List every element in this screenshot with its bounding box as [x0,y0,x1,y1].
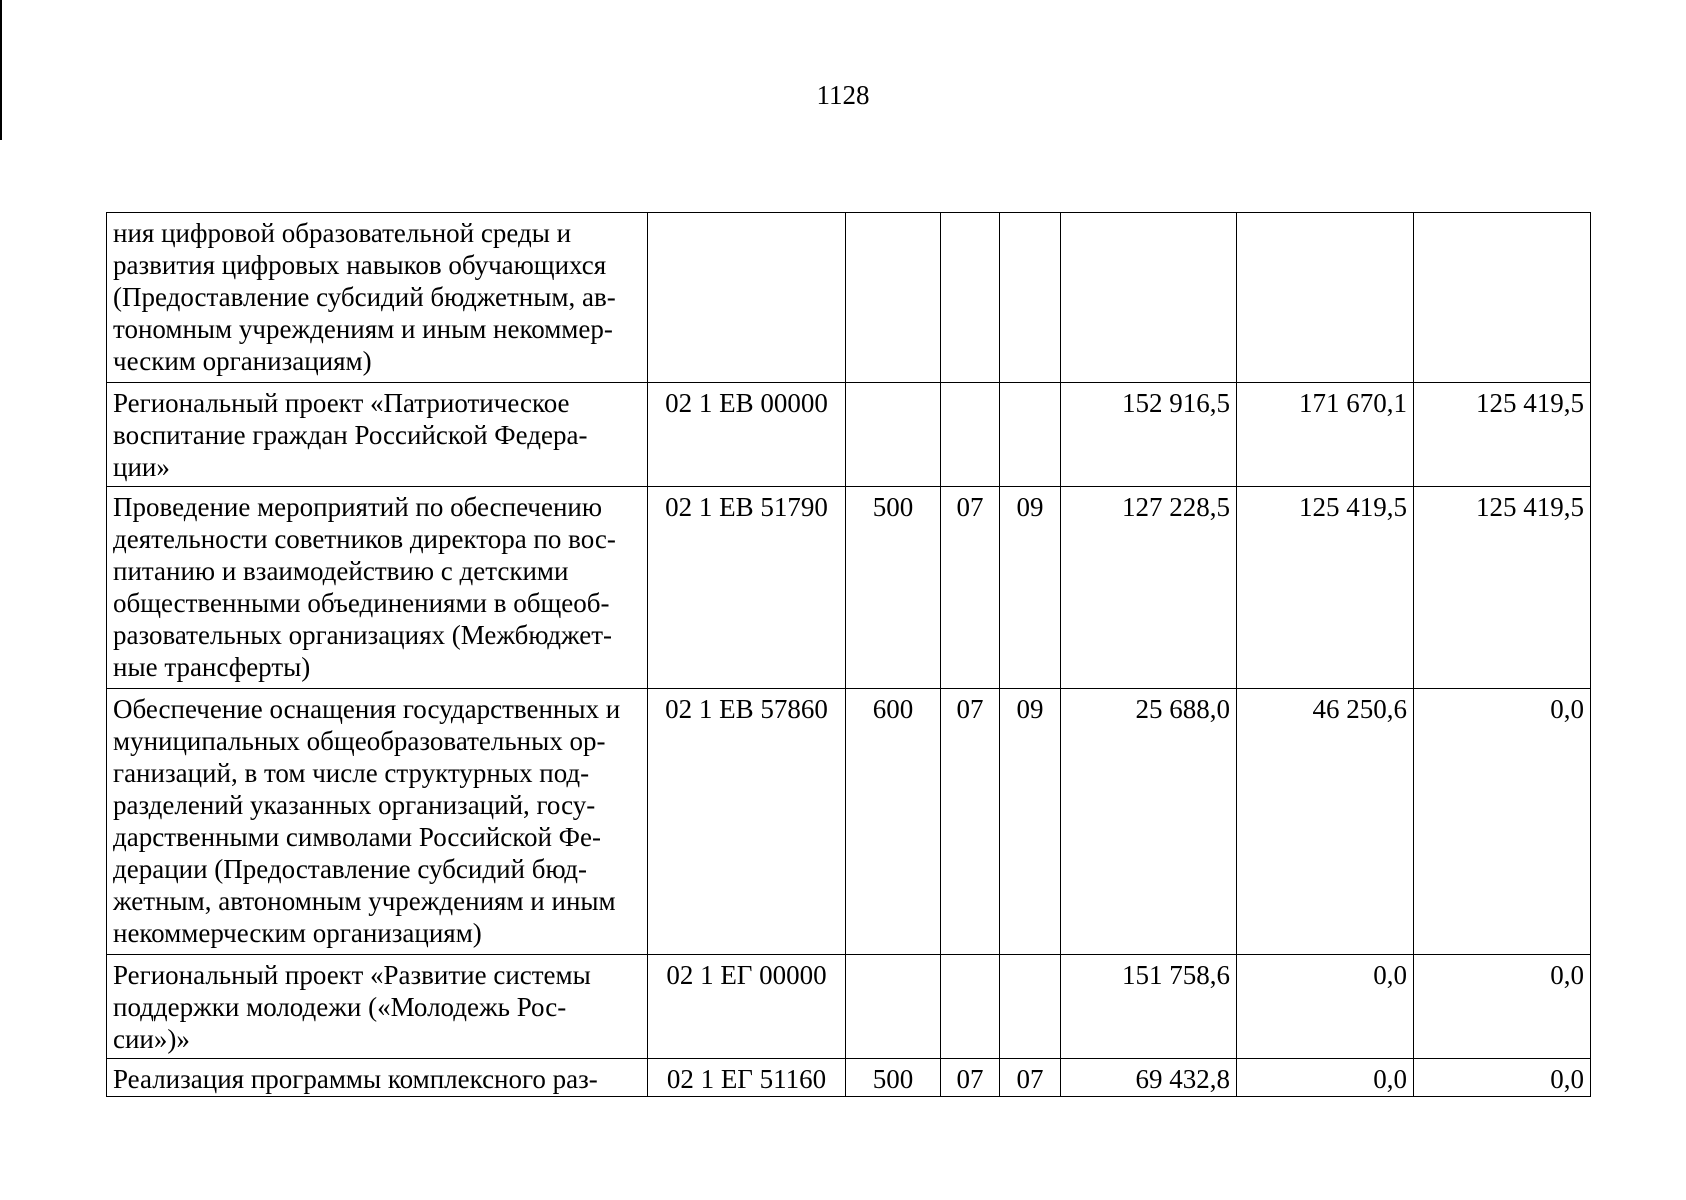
name-line: Обеспечение оснащения государственных и [113,694,621,724]
page-number: 1128 [816,80,870,110]
year3-cell: 125 419,5 [1414,487,1591,689]
year2-cell [1237,213,1414,383]
table-row [107,213,1591,383]
row-name-cell [107,213,648,383]
code-cell: 02 1 ЕВ 00000 [648,383,846,487]
name-line: ганизаций, в том числе структурных под- [113,758,590,788]
year1-cell [1061,213,1237,383]
name-line: дарственными символами Российской Фе- [113,822,601,852]
name-line: Региональный проект «Развитие системы [113,960,591,990]
name-line: питанию и взаимодействию с детскими [113,556,569,586]
year2-cell: 171 670,1 [1237,383,1414,487]
name-line: сии»)» [113,1024,190,1054]
table-row [107,487,1591,689]
name-line: общественными объединениями в общеоб- [113,588,610,618]
rz-cell [941,213,1000,383]
code-cell: 02 1 ЕГ 00000 [648,955,846,1059]
rz-cell: 07 [941,689,1000,955]
row-name-cell [107,689,648,955]
year2-cell: 0,0 [1237,955,1414,1059]
table-row [107,955,1591,1059]
table-row [107,1059,1591,1097]
name-line: Реализация программы комплексного раз- [113,1064,598,1094]
name-line: разделений указанных организаций, госу- [113,790,596,820]
vr-cell: 600 [846,689,941,955]
pr-cell [1000,383,1061,487]
table-row [107,689,1591,955]
name-line: Проведение мероприятий по обеспечению [113,492,603,522]
name-line: дерации (Предоставление субсидий бюд- [113,854,588,884]
name-line: Региональный проект «Патриотическое [113,388,570,418]
row-name-cell [107,487,648,689]
row-name-cell [107,1059,648,1097]
year1-cell: 25 688,0 [1061,689,1237,955]
name-line: поддержки молодежи («Молодежь Рос- [113,992,567,1022]
name-line: (Предоставление субсидий бюджетным, ав- [113,282,616,312]
year1-cell: 127 228,5 [1061,487,1237,689]
year1-cell: 151 758,6 [1061,955,1237,1059]
code-cell: 02 1 ЕВ 51790 [648,487,846,689]
year3-cell: 0,0 [1414,1059,1591,1097]
name-line: развития цифровых навыков обучающихся [113,250,607,280]
name-line: ния цифровой образовательной среды и [113,218,572,248]
code-cell: 02 1 ЕВ 57860 [648,689,846,955]
year3-cell: 0,0 [1414,689,1591,955]
code-cell: 02 1 ЕГ 51160 [648,1059,846,1097]
year3-cell: 0,0 [1414,955,1591,1059]
vr-cell: 500 [846,487,941,689]
year2-cell: 0,0 [1237,1059,1414,1097]
code-cell [648,213,846,383]
name-line: деятельности советников директора по вос- [113,524,616,554]
pr-cell [1000,213,1061,383]
row-name-cell [107,383,648,487]
name-line: воспитание граждан Российской Федера- [113,420,588,450]
year2-cell: 125 419,5 [1237,487,1414,689]
pr-cell [1000,955,1061,1059]
pr-cell: 07 [1000,1059,1061,1097]
table-row [107,383,1591,487]
pr-cell: 09 [1000,689,1061,955]
name-line: ческим организациям) [113,346,372,376]
page-edge-mark [0,0,2,140]
vr-cell: 500 [846,1059,941,1097]
vr-cell [846,955,941,1059]
budget-table [106,212,1591,1097]
rz-cell: 07 [941,1059,1000,1097]
rz-cell [941,383,1000,487]
name-line: некоммерческим организациям) [113,918,482,948]
vr-cell [846,213,941,383]
year2-cell: 46 250,6 [1237,689,1414,955]
year1-cell: 152 916,5 [1061,383,1237,487]
name-line: муниципальных общеобразовательных ор- [113,726,606,756]
rz-cell: 07 [941,487,1000,689]
year3-cell [1414,213,1591,383]
name-line: ции» [113,452,170,482]
year1-cell: 69 432,8 [1061,1059,1237,1097]
name-line: тономным учреждениям и иным некоммер- [113,314,613,344]
name-line: разовательных организациях (Межбюджет- [113,620,613,650]
vr-cell [846,383,941,487]
name-line: жетным, автономным учреждениям и иным [113,886,616,916]
rz-cell [941,955,1000,1059]
row-name-cell [107,955,648,1059]
name-line: ные трансферты) [113,652,311,682]
pr-cell: 09 [1000,487,1061,689]
year3-cell: 125 419,5 [1414,383,1591,487]
